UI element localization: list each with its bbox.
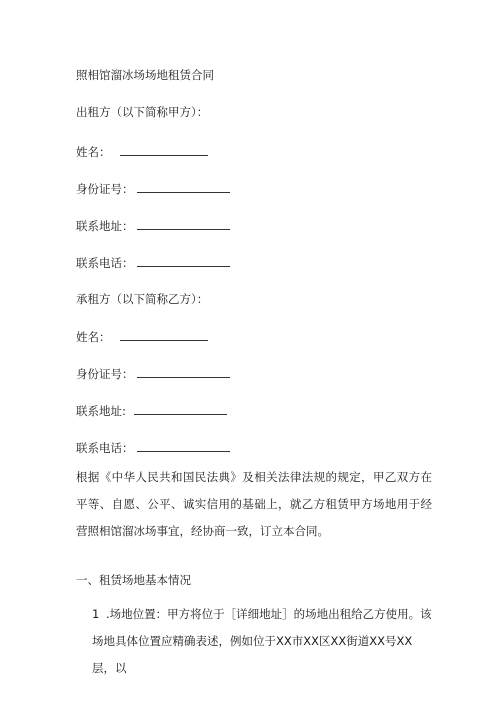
- lessor-address-label: 联系地址：: [76, 219, 134, 233]
- lessee-phone-field: [76, 440, 230, 455]
- lessee-phone-label: 联系电话：: [76, 441, 134, 455]
- lessor-address-blank: [137, 218, 230, 230]
- lessee-phone-blank: [137, 440, 230, 452]
- section-1-item-1-number: 1: [92, 607, 100, 621]
- lessee-name-field: [76, 329, 208, 344]
- lessee-address-blank: [134, 403, 227, 415]
- lessee-name-label: 姓名：: [76, 330, 111, 344]
- lessor-name-label: 姓名：: [76, 145, 111, 159]
- section-1-title: 一、租赁场地基本情况: [76, 573, 191, 587]
- lessor-name-field: [76, 144, 208, 159]
- section-1-item-1: [92, 601, 432, 682]
- section-1-item-1-text: .场地位置：甲方将位于［详细地址］的场地出租给乙方使用。该场地具体位置应精确表述，例如位于XX市XX区XX街道XX号XX层，以: [92, 607, 432, 675]
- lessee-id-field: [76, 366, 230, 381]
- preamble-paragraph: 根据《中华人民共和国民法典》及相关法律法规的规定，甲乙双方在平等、自愿、公平、诚实信用的基础上，就乙方租赁甲方场地用于经营照相馆溜冰场事宜，经协商一致，订立本合同。: [76, 470, 432, 538]
- document-title: 照相馆溜冰场场地租赁合同: [76, 68, 214, 82]
- lessor-phone-field: [76, 255, 230, 270]
- lessor-id-label: 身份证号：: [76, 182, 134, 196]
- lessor-address-field: [76, 218, 230, 233]
- lessor-name-blank: [120, 144, 208, 156]
- lessee-id-label: 身份证号：: [76, 367, 134, 381]
- lessee-header: 承租方（以下简称乙方）：: [76, 292, 209, 306]
- lessor-phone-label: 联系电话：: [76, 256, 134, 270]
- lessor-id-blank: [137, 181, 230, 193]
- lessee-address-field: [76, 403, 227, 418]
- lessee-address-label: 联系地址:: [76, 404, 126, 418]
- lessor-phone-blank: [137, 255, 230, 267]
- lessor-header: 出租方（以下简称甲方）：: [76, 105, 209, 119]
- lessee-name-blank: [120, 329, 208, 341]
- lessor-id-field: [76, 181, 230, 196]
- lessee-id-blank: [137, 366, 230, 378]
